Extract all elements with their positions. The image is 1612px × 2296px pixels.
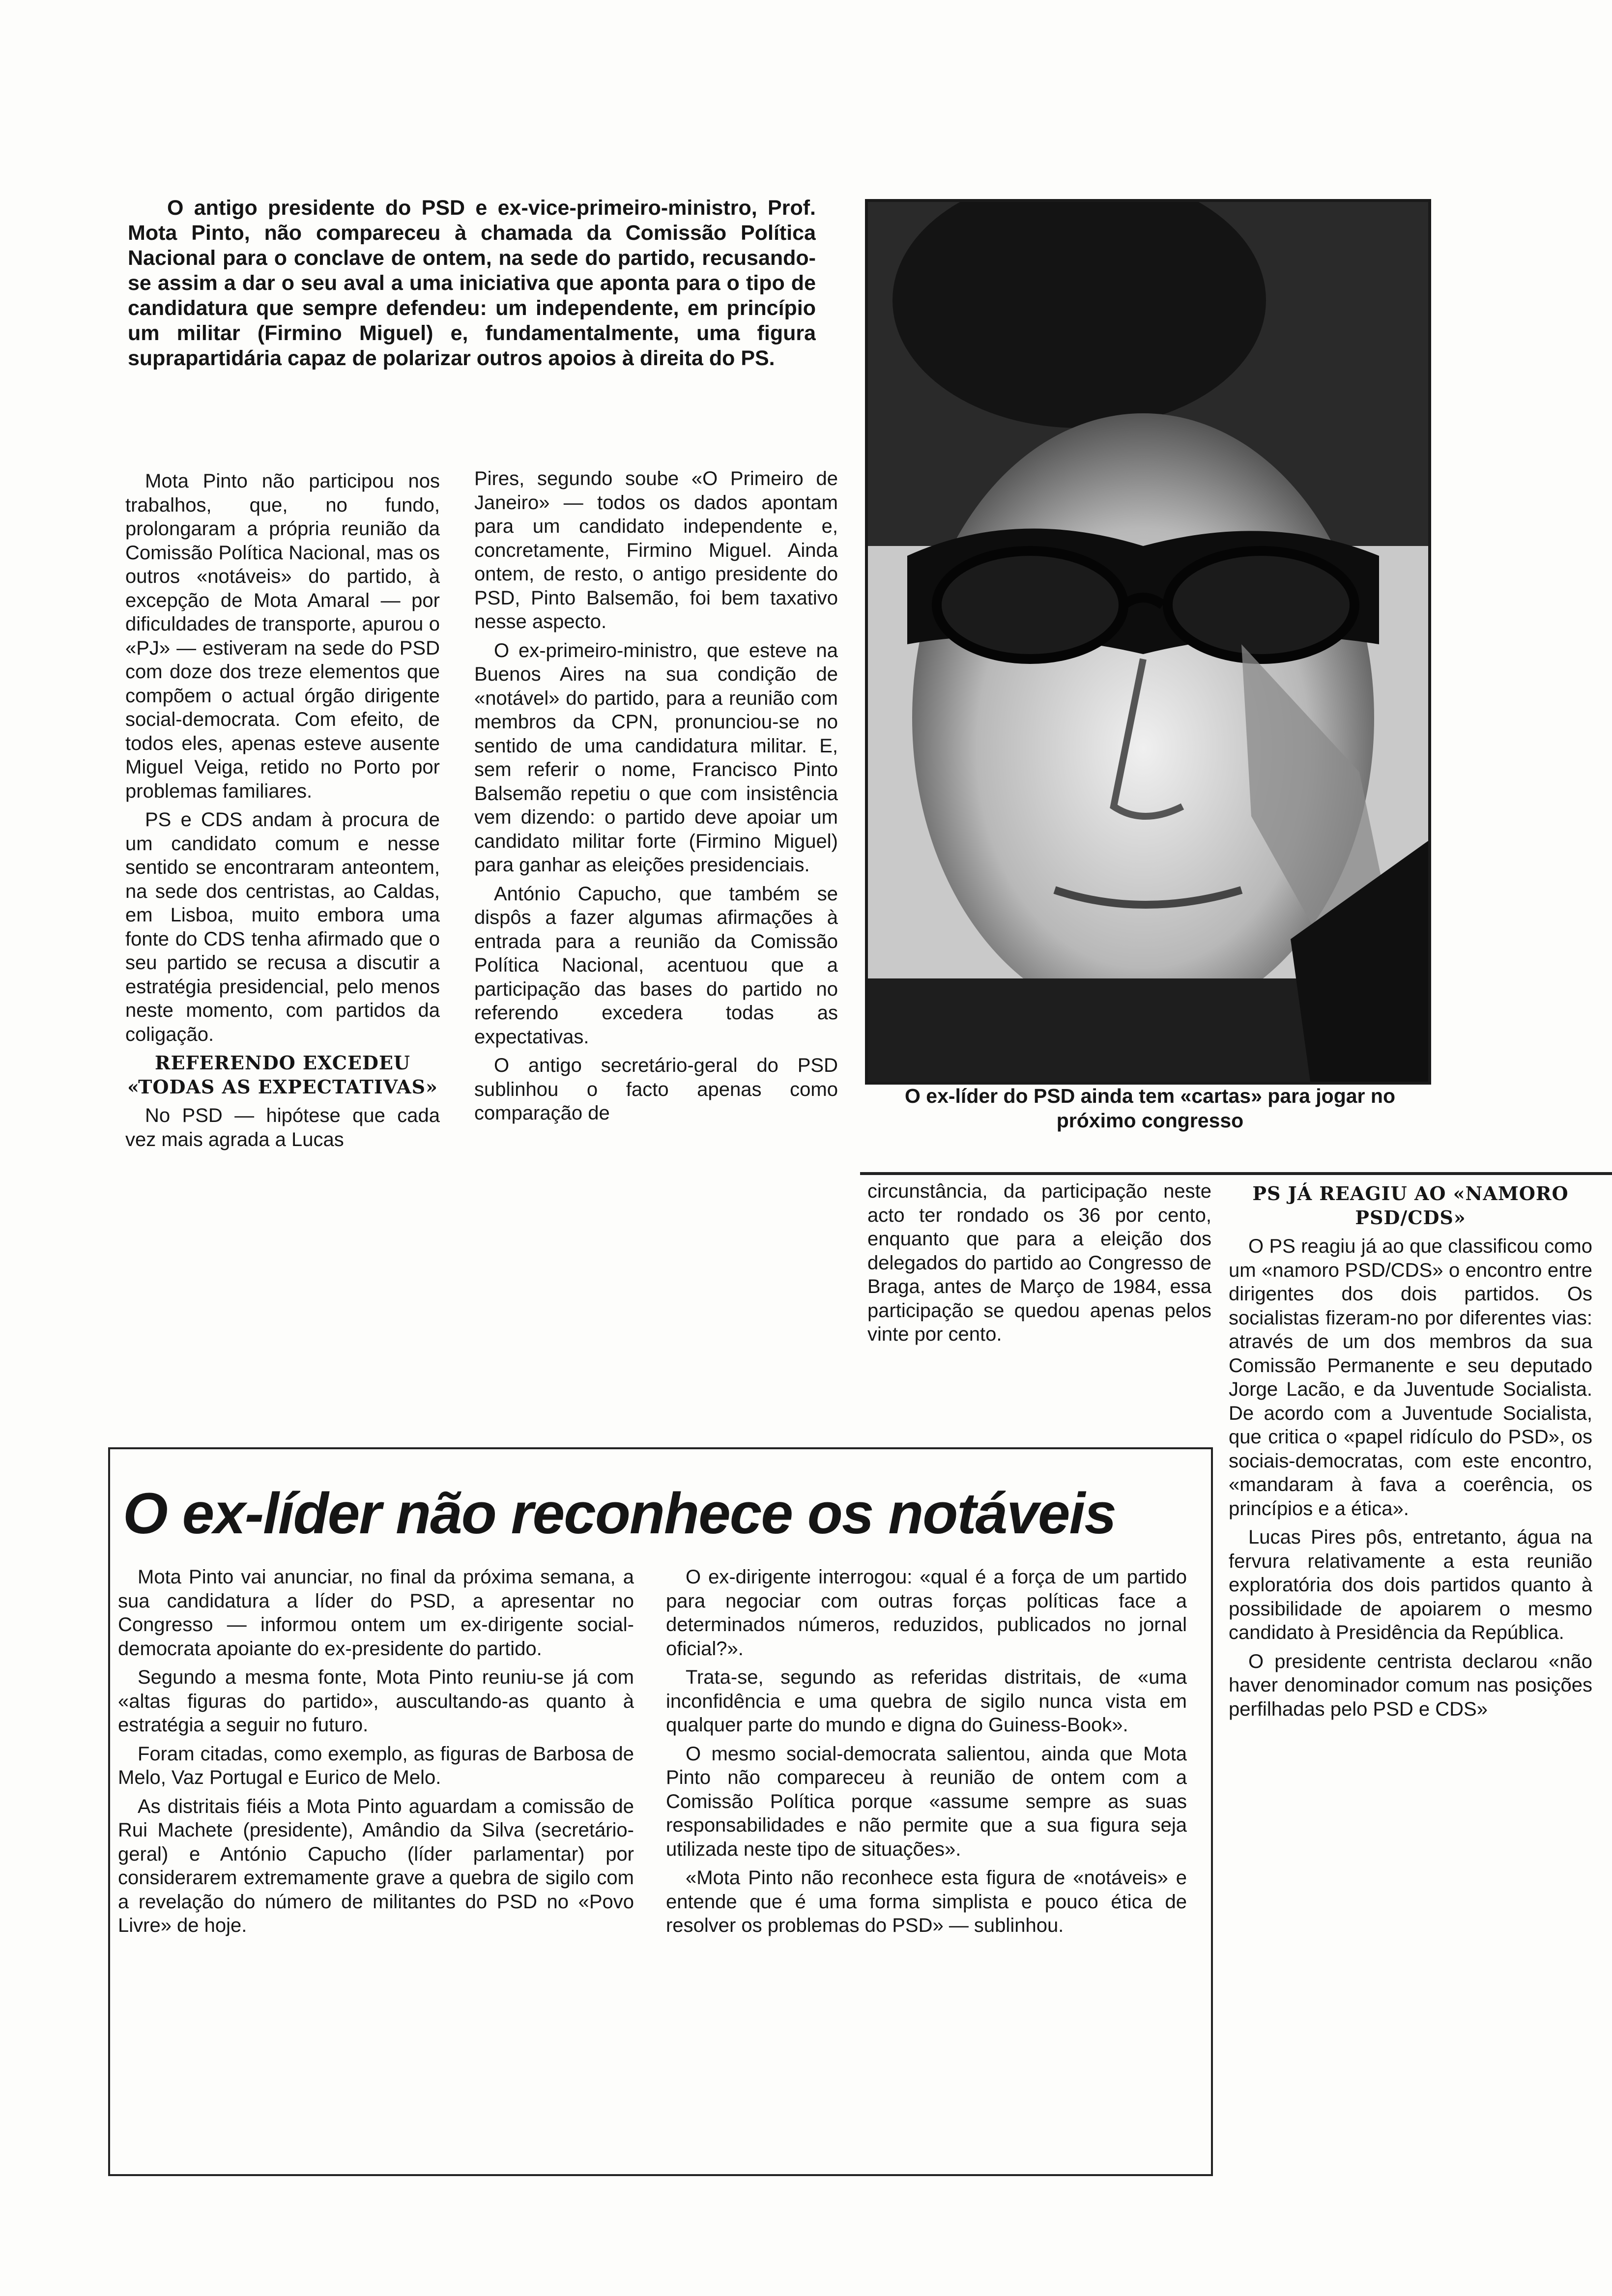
portrait-image <box>868 202 1428 1082</box>
paragraph: O ex-dirigente interrogou: «qual é a força de um partido para negociar com outras forças políticas face a determinados números, reduzidos, publicados no jornal oficial?». <box>666 1566 1187 1660</box>
paragraph: «Mota Pinto não reconhece esta figura de «notáveis» e entende que é uma forma simplista e pouco ética de resolver os problemas do PSD» — sublinhou. <box>666 1867 1187 1936</box>
paragraph: António Capucho, que também se dispôs a fazer algumas afirmações à entrada para a reunião da Comissão Política Nacional, acentuou que a participação das bases do partido no referendo excedera todas as expectativas. <box>474 883 838 1048</box>
top-column-1 <box>125 469 440 1388</box>
lede-text: O antigo presidente do PSD e ex-vice-primeiro-ministro, Prof. Mota Pinto, não compareceu à chamada da Comissão Política Nacional para o conclave de ontem, na sede do partido, recusando-se assim a dar o seu aval a uma iniciativa que aponta para o tipo de candidatura que sempre defendeu: um independente, em princípio um militar (Firmino Miguel) e, fundamentalmente, uma figura suprapartidária capaz de polarizar outros apoios à direita do PS. <box>128 196 816 370</box>
paragraph: O PS reagiu já ao que classificou como um «namoro PSD/CDS» o encontro entre dirigentes dos dois partidos. Os socialistas fizeram-no por diferentes vias: através de um dos membros da sua Comissão Permanente e seu deputado Jorge Lacão, e da Juventude Socialista. De acordo com a Juventude Socialista, que critica o «papel ridículo do PSD», os sociais-democratas, com este encontro, «mandaram à fava a coerência, os princípios e a ética». <box>1229 1235 1592 1520</box>
paragraph: Foram citadas, como exemplo, as figuras de Barbosa de Melo, Vaz Portugal e Eurico de Melo. <box>118 1743 634 1788</box>
paragraph: Lucas Pires pôs, entretanto, água na fervura relativamente a esta reunião exploratória dos dois partidos quanto à possibilidade de apoiarem o mesmo candidato à Presidência da República. <box>1229 1526 1592 1643</box>
paragraph: O antigo secretário-geral do PSD sublinhou o facto apenas como comparação de <box>474 1055 838 1124</box>
paragraph: O presidente centrista declarou «não haver denominador comum nas posições perfilhadas pelo PSD e CDS» <box>1229 1650 1592 1720</box>
right-column <box>1229 1182 1592 2170</box>
paragraph: PS e CDS andam à procura de um candidato comum e nesse sentido se encontraram anteontem, na sede dos centristas, ao Caldas, em Lisboa, muito embora uma fonte do CDS tenha afirmado que o seu partido se recusa a discutir a estratégia presidencial, pelo menos neste momento, com partidos da coligação. <box>125 809 440 1045</box>
section-subhead: REFERENDO EXCEDEU «TODAS AS EXPECTATIVAS» <box>127 1052 438 1098</box>
article-lede <box>128 196 816 451</box>
top-column-3 <box>867 1179 1211 1386</box>
headline: O ex-líder não reconhece os notáveis <box>123 1481 1116 1546</box>
photo-caption: O ex-líder do PSD ainda tem «cartas» para jogar no próximo congresso <box>905 1085 1395 1132</box>
paragraph: No PSD — hipótese que cada vez mais agrada a Lucas <box>125 1105 440 1150</box>
paragraph: As distritais fiéis a Mota Pinto aguardam a comissão de Rui Machete (presidente), Amândio da Silva (secretário-geral) e António Capucho (líder parlamentar) por considerarem extremamente grave a quebra de sigilo com a revelação do número de militantes do PSD no «Povo Livre» de hoje. <box>118 1795 634 1936</box>
right-subhead: PS JÁ REAGIU AO «NAMORO PSD/CDS» <box>1252 1182 1569 1229</box>
paragraph: Segundo a mesma fonte, Mota Pinto reuniu-se já com «altas figuras do partido», auscultando-as quanto à estratégia a seguir no futuro. <box>118 1666 634 1736</box>
bottom-column-1 <box>118 1565 634 2160</box>
paragraph: O mesmo social-democrata salientou, ainda que Mota Pinto não compareceu à reunião de ontem com a Comissão Política porque «assume sempre as suas responsabilidades e não permite que a sua figura seja utilizada neste tipo de situações». <box>666 1743 1187 1860</box>
bottom-column-2 <box>666 1565 1187 2160</box>
paragraph: circunstância, da participação neste acto ter rondado os 36 por cento, enquanto que para a eleição dos delegados do partido ao Congresso de Braga, antes de Março de 1984, essa participação se quedou apenas pelos vinte por cento. <box>867 1180 1211 1345</box>
paragraph: Mota Pinto vai anunciar, no final da próxima semana, a sua candidatura a líder do PSD, a apresentar no Congresso — informou ontem um ex-dirigente social-democrata apoiante do ex-presidente do partido. <box>118 1566 634 1660</box>
paragraph: Mota Pinto não participou nos trabalhos, que, no fundo, prolongaram a própria reunião da Comissão Política Nacional, mas os outros «notáveis» do partido, à excepção de Mota Amaral — por dificuldades de transporte, apurou o «PJ» — estiveram na sede do PSD com doze dos treze elementos que compõem o actual órgão dirigente social-democrata. Com efeito, de todos eles, apenas esteve ausente Miguel Veiga, retido no Porto por problemas familiares. <box>125 470 440 802</box>
section-divider <box>860 1172 1612 1175</box>
top-column-2 <box>474 467 838 1391</box>
paragraph: Pires, segundo soube «O Primeiro de Janeiro» — todos os dados apontam para um candidato independente e, concretamente, Firmino Miguel. Ainda ontem, de resto, o antigo presidente do PSD, Pinto Balsemão, foi bem taxativo nesse aspecto. <box>474 468 838 632</box>
paragraph: Trata-se, segundo as referidas distritais, de «uma inconfidência e uma quebra de sigilo nunca vista em qualquer parte do mundo e digna do Guiness-Book». <box>666 1666 1187 1736</box>
paragraph: O ex-primeiro-ministro, que esteve na Buenos Aires na sua condição de «notável» do partido, para a reunião com membros da CPN, pronunciou-se no sentido de uma candidatura militar. E, sem referir o nome, Francisco Pinto Balsemão repetiu o que com insistência vem dizendo: o partido deve apoiar um candidato militar forte (Firmino Miguel) para ganhar as eleições presidenciais. <box>474 639 838 876</box>
portrait-photo <box>865 199 1431 1085</box>
